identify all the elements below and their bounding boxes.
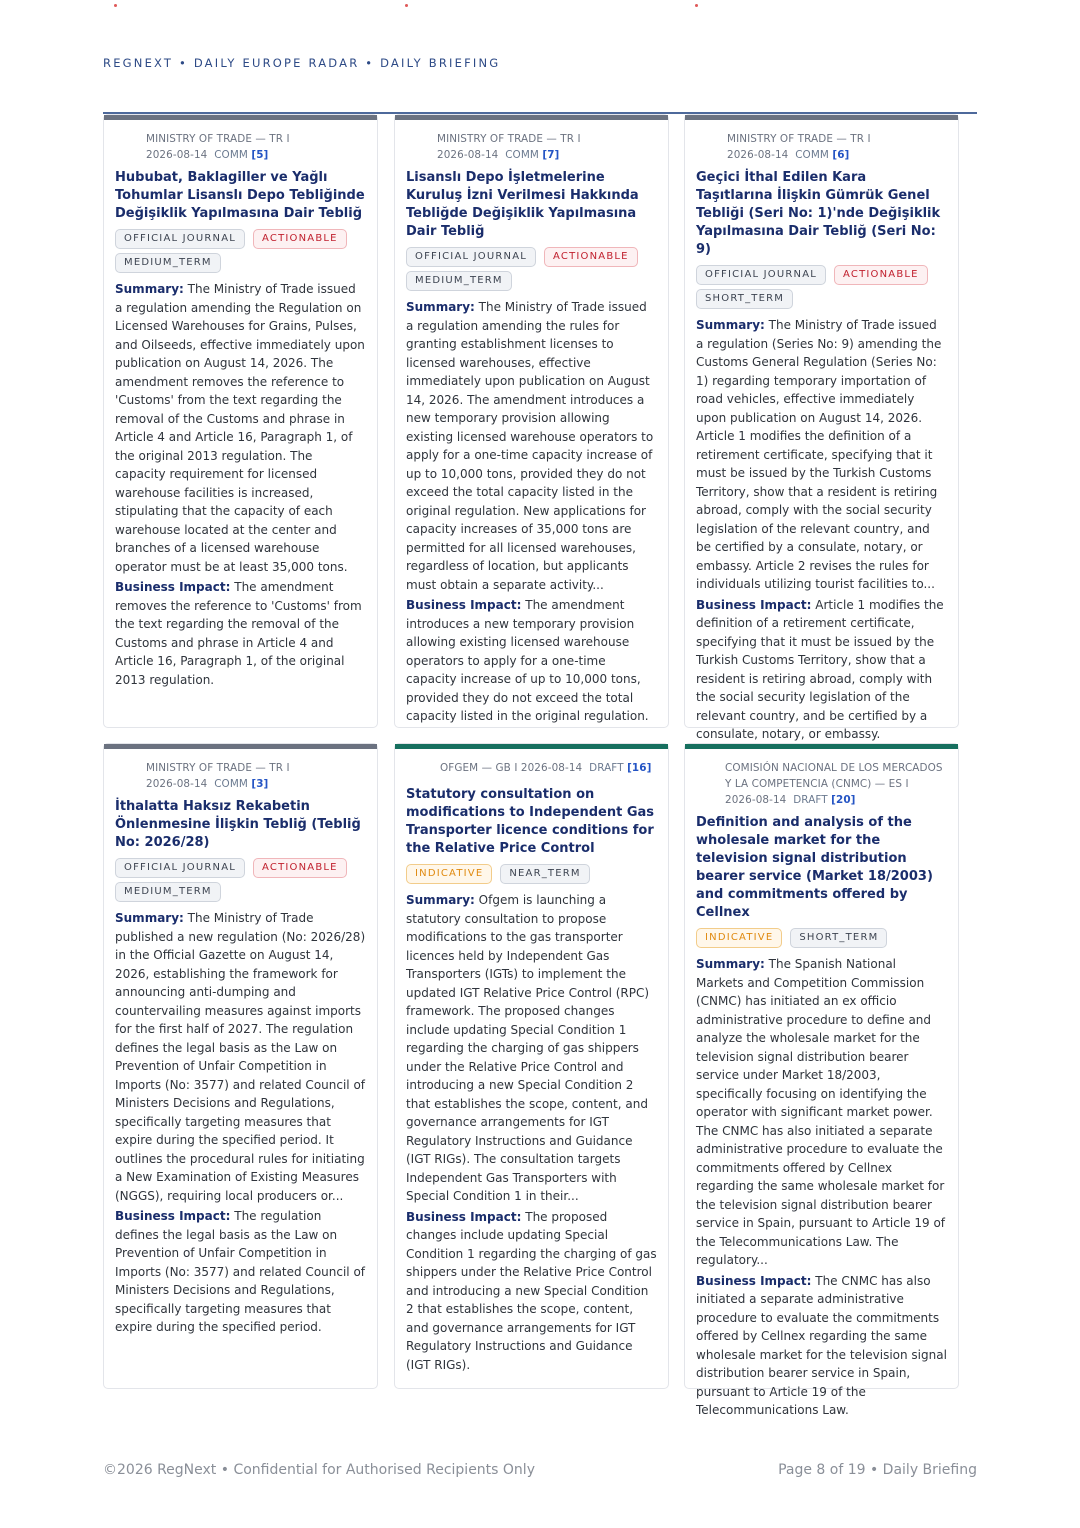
summary-label: Summary: — [115, 282, 184, 296]
summary-text: The Ministry of Trade issued a regulation (Series No: 9) amending the Customs General Regulation (Series No: 1) regarding temporary importation of road vehicles, effective immediately upon publication on August 14, 2026. Article 1 modifies the definition of a retirement certificate, specifying that it must be issued by the Turkish Customs Territory, show that a resident is retiring abroad, comply with the social security legislation of the relevant country, and be certified by a consulate, notary, or embassy. Article 2 revises the rules for individuals utilizing tourist facilities to... — [696, 318, 942, 591]
impact-text: The amendment removes the reference to 'Customs' from the text regarding the removal of the Customs and phrase in Article 4 and Article 16, Paragraph 1, of the original 2013 regulation. — [115, 580, 362, 687]
card-ref-link[interactable]: [6] — [832, 149, 850, 161]
card-accent-bar — [104, 115, 377, 120]
summary-label: Summary: — [406, 893, 475, 907]
card-accent-bar — [395, 744, 668, 749]
summary-text: The Spanish National Markets and Competition Commission (CNMC) has initiated an ex officio administrative procedure to define and analyze the wholesale market for the television signal distribution bearer service under Market 18/2003, specifically focusing on identifying the operator with significant market power. The CNMC has also initiated a separate administrative procedure to evaluate the commitments offered by Cellnex regarding the same wholesale market for the television signal distribution bearer service in Spain, pursuant to Article 19 of the Telecommunications Law. The regulatory... — [696, 957, 946, 1267]
impact-text: The regulation defines the legal basis as the Law on Prevention of Unfair Competition in Imports (No: 3577) and related Council of Ministers Decisions and Regulations, specifically targeting measures that expire during the specified period. — [115, 1209, 366, 1334]
card-accent-bar — [104, 744, 377, 749]
tag-actionability: INDICATIVE — [406, 864, 492, 884]
regulation-card — [103, 743, 378, 1389]
card-source — [696, 131, 947, 163]
impact-text: The CNMC has also initiated a separate administrative procedure to evaluate the commitments offered by Cellnex regarding the same wholesale market for the television signal distribution bearer service in Spain, pursuant to Article 19 of the Telecommunications Law. — [696, 1273, 947, 1417]
card-tags — [406, 247, 657, 291]
tag-horizon: SHORT_TERM — [790, 928, 887, 948]
card-authority: MINISTRY OF TRADE — TR I — [727, 133, 871, 145]
tag-actionability: ACTIONABLE — [544, 247, 638, 267]
summary-label: Summary: — [696, 957, 765, 971]
tag-actionability: ACTIONABLE — [253, 858, 347, 878]
card-tags — [696, 265, 947, 309]
regulation-card — [394, 743, 669, 1389]
card-ref-link[interactable]: [20] — [831, 794, 856, 806]
tag-horizon: MEDIUM_TERM — [406, 271, 512, 291]
card-tags — [115, 229, 366, 273]
card-summary — [115, 909, 366, 1205]
card-summary — [406, 298, 657, 594]
card-title[interactable]: Statutory consultation on modifications to Independent Gas Transporter licence conditions for the Relative Price Control — [406, 787, 655, 856]
card-title[interactable]: Hububat, Baklagiller ve Yağlı Tohumlar Lisanslı Depo Tebliğinde Değişiklik Yapılmasına Dair Tebliğ — [115, 170, 365, 221]
summary-text: The Ministry of Trade issued a regulation amending the Regulation on Licensed Warehouses for Grains, Pulses, and Oilseeds, effective immediately upon publication on August 14, 2026. The amendment removes the reference to 'Customs' from the text regarding the removal of the Customs and phrase in Article 4 and Article 16, Paragraph 1, of the original 2013 regulation. The capacity requirement for licensed warehouse facilities is increased, stipulating that the capacity of each warehouse located at the center and branches of a licensed warehouse operator must be at least 35,000 tons. — [115, 282, 365, 574]
card-impact — [115, 578, 366, 689]
tag-horizon: MEDIUM_TERM — [115, 253, 221, 273]
card-kind: COMM — [214, 149, 248, 161]
card-ref-link[interactable]: [5] — [251, 149, 269, 161]
regulation-card — [103, 114, 378, 728]
impact-label: Business Impact: — [696, 597, 812, 612]
card-authority: MINISTRY OF TRADE — TR I — [437, 133, 581, 145]
regulation-card — [394, 114, 669, 728]
card-title[interactable]: Geçici İthal Edilen Kara Taşıtlarına İlişkin Gümrük Genel Tebliği (Seri No: 1)'nde Değişiklik Yapılmasına Dair Tebliğ (Seri No: 9) — [696, 170, 941, 257]
card-date: 2026-08-14 — [146, 778, 208, 790]
card-kind: DRAFT — [793, 794, 828, 806]
impact-label: Business Impact: — [696, 1273, 812, 1288]
card-kind: COMM — [505, 149, 539, 161]
summary-text: The Ministry of Trade published a new regulation (No: 2026/28) in the Official Gazette on August 14, 2026, establishing the framework for announcing anti-dumping and countervailing measures against imports for the first half of 2027. The regulation defines the legal basis as the Law on Prevention of Unfair Competition in Imports (No: 3577) and related Council of Ministers Decisions and Regulations, specifically targeting measures that expire during the specified period. It outlines the procedural rules for initiating a New Examination of Existing Measures (NGGS), requiring local producers or... — [115, 911, 366, 1203]
card-summary — [115, 280, 366, 576]
card-tags — [406, 864, 657, 884]
card-authority: OFGEM — GB I 2026-08-14 — [440, 762, 583, 774]
impact-text: The proposed changes include updating Special Condition 1 regarding the charging of gas shippers under the Relative Price Control and introducing a new Special Condition 2 that establishes the scope, content, and governance arrangements for IGT Regulatory Instructions and Guidance (IGT RIGs). — [406, 1209, 657, 1372]
card-accent-bar — [685, 744, 958, 749]
tag-actionability: INDICATIVE — [696, 928, 782, 948]
card-ref-link[interactable]: [16] — [627, 762, 652, 774]
impact-label: Business Impact: — [406, 598, 522, 612]
tag-source-type: OFFICIAL JOURNAL — [696, 265, 826, 285]
card-title[interactable]: İthalatta Haksız Rekabetin Önlenmesine İlişkin Tebliğ (Tebliğ No: 2026/28) — [115, 799, 361, 850]
impact-text: The amendment introduces a new temporary provision allowing existing licensed warehouse operators to apply for a one-time capacity increase of up to 10,000 tons, provided they do not exceed the total capacity listed in the original regulation. — [406, 598, 649, 723]
tag-horizon: SHORT_TERM — [696, 289, 793, 309]
tag-source-type: OFFICIAL JOURNAL — [406, 247, 536, 267]
tag-source-type: OFFICIAL JOURNAL — [115, 229, 245, 249]
card-summary — [696, 955, 947, 1270]
card-accent-bar — [685, 115, 958, 120]
summary-text: The Ministry of Trade issued a regulation amending the rules for granting establishment licenses to licensed warehouses, effective immediately upon publication on August 14, 2026. The amendment introduces a new temporary provision allowing existing licensed warehouse operators to apply for a one-time capacity increase of up to 10,000 tons, provided they do not exceed the total capacity listed in the original regulation. New applications for capacity increases of 35,000 tons are permitted for all licensed warehouses, regardless of location, but applicants must obtain a separate activity... — [406, 300, 654, 592]
card-kind: COMM — [214, 778, 248, 790]
card-ref-link[interactable]: [3] — [251, 778, 269, 790]
impact-label: Business Impact: — [115, 580, 231, 594]
card-date: 2026-08-14 — [725, 794, 787, 806]
impact-text: Article 1 modifies the definition of a retirement certificate, specifying that it must be issued by the Turkish Customs Territory, show that a resident is retiring abroad, comply with the social security legislation of the relevant country, and be certified by a consulate, notary, or embassy. — [696, 597, 944, 741]
card-impact — [696, 596, 947, 744]
card-tags — [115, 858, 366, 902]
footer-page-number: Page 8 of 19 • Daily Briefing — [778, 1462, 977, 1478]
card-impact — [115, 1207, 366, 1337]
card-source — [696, 760, 947, 808]
card-title[interactable]: Lisanslı Depo İşletmelerine Kuruluş İzni Verilmesi Hakkında Tebliğde Değişiklik Yapılmasına Dair Tebliğ — [406, 170, 639, 239]
summary-label: Summary: — [406, 300, 475, 314]
summary-label: Summary: — [696, 318, 765, 332]
tag-actionability: ACTIONABLE — [834, 265, 928, 285]
card-authority: MINISTRY OF TRADE — TR I — [146, 133, 290, 145]
card-impact — [406, 596, 657, 726]
tag-source-type: OFFICIAL JOURNAL — [115, 858, 245, 878]
card-authority: MINISTRY OF TRADE — TR I — [146, 762, 290, 774]
card-source — [406, 760, 657, 776]
footer-copyright: ©2026 RegNext • Confidential for Authorised Recipients Only — [103, 1462, 535, 1478]
card-date: 2026-08-14 — [727, 149, 789, 161]
card-source — [406, 131, 657, 163]
tag-horizon: NEAR_TERM — [500, 864, 589, 884]
impact-label: Business Impact: — [406, 1209, 522, 1224]
card-impact — [406, 1208, 657, 1375]
card-source — [115, 131, 366, 163]
tag-actionability: ACTIONABLE — [253, 229, 347, 249]
summary-text: Ofgem is launching a statutory consultation to propose modifications to the gas transporter licences held by Independent Gas Transporters (IGTs) to implement the updated IGT Relative Price Control (RPC) framework. The proposed changes include updating Special Condition 1 regarding the charging of gas shippers under the Relative Price Control and introducing a new Special Condition 2 that establishes the scope, content, and governance arrangements for IGT Regulatory Instructions and Guidance (IGT RIGs). The consultation targets Independent Gas Transporters with Special Condition 1 in their... — [406, 893, 650, 1203]
regulation-card — [684, 743, 959, 1417]
card-summary — [406, 891, 657, 1206]
card-impact — [696, 1272, 947, 1420]
card-kind: COMM — [795, 149, 829, 161]
regulation-card — [684, 114, 959, 741]
card-tags — [696, 928, 947, 948]
card-summary — [696, 316, 947, 594]
card-ref-link[interactable]: [7] — [542, 149, 560, 161]
tag-horizon: MEDIUM_TERM — [115, 882, 221, 902]
card-source — [115, 760, 366, 792]
card-kind: DRAFT — [589, 762, 624, 774]
card-date: 2026-08-14 — [437, 149, 499, 161]
impact-label: Business Impact: — [115, 1209, 231, 1223]
card-accent-bar — [395, 115, 668, 120]
summary-label: Summary: — [115, 911, 184, 925]
card-title[interactable]: Definition and analysis of the wholesale market for the television signal distribution bearer service (Market 18/2003) and commitments offered by Cellnex — [696, 815, 933, 920]
card-date: 2026-08-14 — [146, 149, 208, 161]
card-authority: COMISIÓN NACIONAL DE LOS MERCADOS Y LA COMPETENCIA (CNMC) — ES I — [725, 762, 943, 790]
header-breadcrumb: REGNEXT • DAILY EUROPE RADAR • DAILY BRIEFING — [103, 56, 501, 70]
